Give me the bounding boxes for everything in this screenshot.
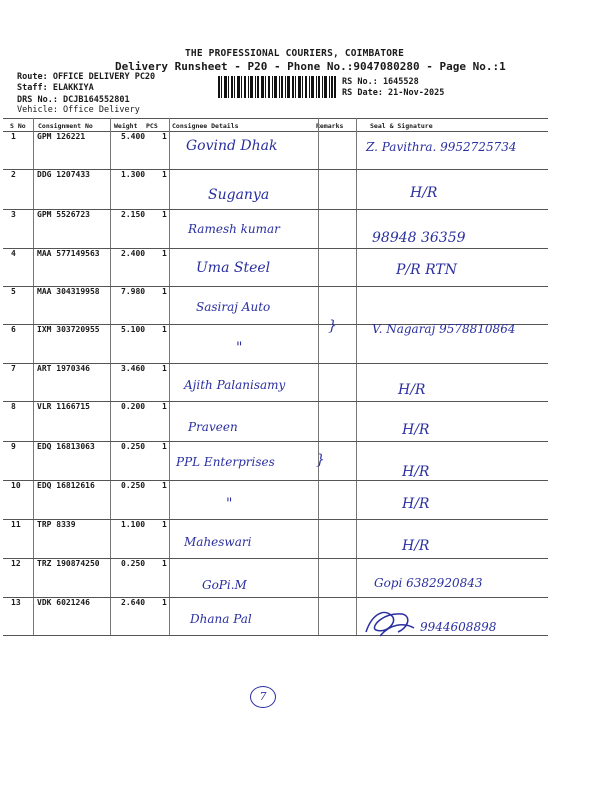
row-weight: 0.250	[121, 559, 146, 568]
row-weight: 0.250	[121, 481, 146, 490]
row-consignee-handwritten: Ramesh kumar	[188, 222, 280, 236]
page-number-mark: 7	[250, 686, 276, 708]
row-consignment: EDQ 16813063	[37, 442, 95, 451]
row-consignment: VLR 1166715	[37, 402, 90, 411]
row-consignment: DDG 1207433	[37, 170, 90, 179]
col-header-weight: Weight	[114, 122, 138, 130]
row-pcs: 1	[162, 132, 167, 141]
row-consignment: TRZ 190874250	[37, 559, 100, 568]
runsheet-title: Delivery Runsheet - P20 - Phone No.:9047080280 - Page No.:1	[115, 60, 506, 73]
row-sno: 3	[11, 210, 16, 219]
row-consignment: GPM 5526723	[37, 210, 90, 219]
row-signature-handwritten: Z. Pavithra. 9952725734	[366, 140, 517, 154]
row-weight: 2.150	[121, 210, 146, 219]
row-sno: 8	[11, 402, 16, 411]
row-signature-handwritten: H/R	[402, 464, 430, 480]
row-pcs: 1	[162, 287, 167, 296]
row-signature-handwritten: H/R	[410, 185, 438, 201]
row-consignee-handwritten: Praveen	[188, 420, 238, 434]
row-sno: 12	[11, 559, 21, 568]
rs-date: RS Date: 21-Nov-2025	[342, 88, 445, 98]
row-signature-handwritten: H/R	[402, 496, 430, 512]
row-consignment: TRP 8339	[37, 520, 76, 529]
signature-scribble	[362, 604, 418, 640]
barcode-image	[218, 76, 336, 98]
row-sno: 6	[11, 325, 16, 334]
row-consignee-handwritten: Suganya	[208, 187, 270, 203]
row-consignee-handwritten: Sasiraj Auto	[196, 300, 271, 314]
row-weight: 1.100	[121, 520, 146, 529]
drs-label: DRS No.: DCJB164552801	[17, 95, 130, 105]
row-sno: 9	[11, 442, 16, 451]
row-consignee-handwritten: "	[236, 340, 243, 356]
row-weight: 7.980	[121, 287, 146, 296]
row-consignee-handwritten: GoPi.M	[202, 578, 247, 592]
row-weight: 1.300	[121, 170, 146, 179]
row-pcs: 1	[162, 364, 167, 373]
company-title: THE PROFESSIONAL COURIERS, COIMBATORE	[185, 48, 405, 59]
row-pcs: 1	[162, 559, 167, 568]
col-header-pcs: PCS	[146, 122, 158, 130]
row-signature-handwritten: P/R RTN	[396, 262, 458, 278]
row-pcs: 1	[162, 598, 167, 607]
row-consignee-handwritten: Uma Steel	[196, 260, 271, 276]
row-pcs: 1	[162, 170, 167, 179]
row-weight: 5.400	[121, 132, 146, 141]
row-weight: 2.400	[121, 249, 146, 258]
col-header-sno: S No	[10, 122, 26, 130]
col-header-consignment: Consignment No	[38, 122, 93, 130]
row-consignee-handwritten: Maheswari	[184, 535, 252, 549]
row-sno: 10	[11, 481, 21, 490]
row-sno: 4	[11, 249, 16, 258]
row-signature-handwritten: V. Nagaraj 9578810864	[372, 322, 516, 336]
row-sno: 5	[11, 287, 16, 296]
row-consignment: MAA 577149563	[37, 249, 100, 258]
row-sno: 13	[11, 598, 21, 607]
row-pcs: 1	[162, 249, 167, 258]
row-weight: 5.100	[121, 325, 146, 334]
row-consignee-handwritten: Dhana Pal	[190, 612, 252, 626]
row-weight: 3.460	[121, 364, 146, 373]
staff-label: Staff: ELAKKIYA	[17, 83, 94, 93]
col-header-consignee: Consignee Details	[172, 122, 239, 130]
rs-number: RS No.: 1645528	[342, 77, 419, 87]
row-pcs: 1	[162, 481, 167, 490]
row-sno: 7	[11, 364, 16, 373]
row-pcs: 1	[162, 442, 167, 451]
row-consignment: GPM 126221	[37, 132, 86, 141]
vehicle-label: Vehicle: Office Delivery	[17, 105, 140, 115]
remarks-brace: }	[328, 318, 337, 334]
col-header-remarks: Remarks	[316, 122, 344, 130]
row-signature-handwritten: Gopi 6382920843	[374, 576, 483, 590]
row-rule	[3, 519, 548, 520]
row-consignment: ART 1970346	[37, 364, 90, 373]
route-label: Route: OFFICE DELIVERY PC20	[17, 72, 156, 82]
row-weight: 0.200	[121, 402, 146, 411]
row-consignee-handwritten: Govind Dhak	[186, 138, 278, 154]
row-consignment: EDQ 16812616	[37, 481, 95, 490]
row-sno: 2	[11, 170, 16, 179]
row-consignment: MAA 304319958	[37, 287, 100, 296]
table-top-rule	[3, 118, 548, 119]
row-signature-handwritten: 9944608898	[420, 620, 497, 634]
table-bottom-rule	[3, 635, 548, 636]
remarks-brace: }	[316, 452, 325, 468]
row-consignment: VDK 6021246	[37, 598, 90, 607]
row-consignee-handwritten: PPL Enterprises	[176, 455, 275, 469]
row-pcs: 1	[162, 325, 167, 334]
row-weight: 2.640	[121, 598, 146, 607]
row-consignment: IXM 303720955	[37, 325, 100, 334]
row-pcs: 1	[162, 210, 167, 219]
row-pcs: 1	[162, 402, 167, 411]
col-header-signature: Seal & Signature	[370, 122, 433, 130]
row-signature-handwritten: H/R	[402, 422, 430, 438]
row-pcs: 1	[162, 520, 167, 529]
row-consignee-handwritten: "	[226, 496, 233, 512]
row-sno: 11	[11, 520, 21, 529]
row-consignee-handwritten: Ajith Palanisamy	[184, 378, 286, 392]
row-signature-handwritten: H/R	[398, 382, 426, 398]
row-signature-handwritten: H/R	[402, 538, 430, 554]
row-weight: 0.250	[121, 442, 146, 451]
row-signature-handwritten: 98948 36359	[372, 230, 466, 246]
row-sno: 1	[11, 132, 16, 141]
